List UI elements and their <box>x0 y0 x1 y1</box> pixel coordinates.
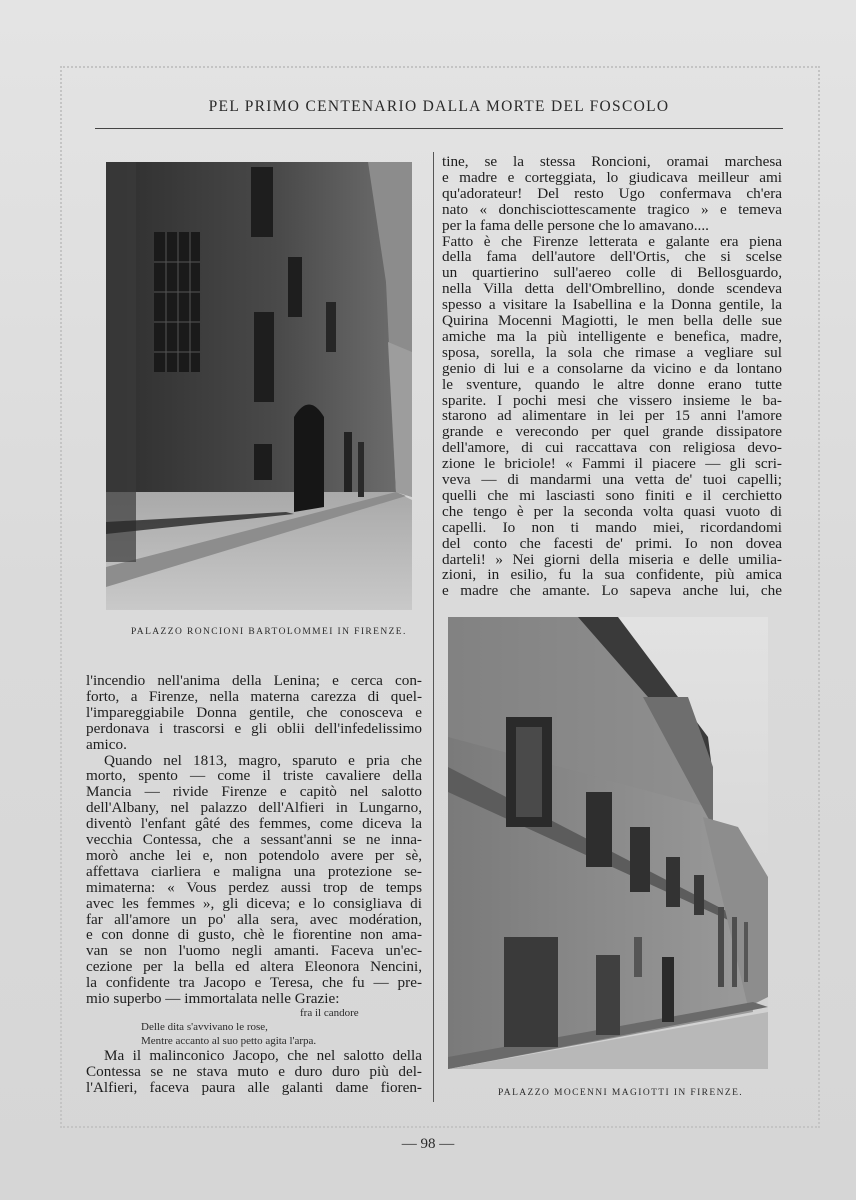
text-line: le sventure, quando le altre donne erano tutte <box>442 375 782 393</box>
text-line: spesso a visitare la Isabellina e la Donna gentile, la <box>442 296 782 314</box>
text-line: mimaterna: « Vous perdez aussi trop de temps <box>86 878 422 896</box>
text-line: e madre che amante. Lo sapeva anche lui, che <box>442 582 782 600</box>
text-line: tine, se la stessa Roncioni, oramai marchesa <box>442 153 782 170</box>
text-line: veva — di mandarmi una vetta de' tuoi capelli; <box>442 471 782 488</box>
text-line: che tengo è per la seconda volta quasi vuoto di <box>442 502 782 520</box>
column-divider <box>433 152 434 1102</box>
text-line: l'Alfieri, faceva paura alle galanti dame fioren- <box>86 1078 422 1096</box>
caption-palazzo-roncioni: PALAZZO RONCIONI BARTOLOMMEI IN FIRENZE. <box>131 627 407 637</box>
text-line: amiche ma la più intelligente e benefica, madre, <box>442 327 782 345</box>
text-line: e con donne di gusto, chè le fiorentine non ama- <box>86 926 422 944</box>
running-header: PEL PRIMO CENTENARIO DALLA MORTE DEL FOSCOLO <box>208 98 670 115</box>
text-line: cezione per la bella ed altera Eleonora Nencini, <box>86 958 422 976</box>
text-line: e madre e corteggiata, lo giudicava meilleur ami <box>442 168 782 186</box>
text-line: Quando nel 1813, magro, sparuto e pria che <box>104 751 422 769</box>
text-line: Contessa se ne stava muto e duro duro più del- <box>86 1062 422 1080</box>
text-line: darteli! » Nei giorni della miseria e delle umilia- <box>442 550 782 568</box>
caption-palazzo-mocenni-magiotti: PALAZZO MOCENNI MAGIOTTI IN FIRENZE. <box>498 1088 744 1098</box>
text-line: amico. <box>86 735 127 753</box>
text-line: diventò l'enfant gâté des femmes, come diceva la <box>86 815 422 833</box>
text-line: per la fama delle persone che lo amavano.... <box>442 216 709 234</box>
text-line: nato « donchisciottescamente tragico » e temeva <box>442 200 782 218</box>
text-line: sparite. I pochi mesi che vissero insieme le ba- <box>442 391 782 409</box>
page-number: — 98 — <box>401 1136 455 1152</box>
text-line: far all'amore un po' alla sera, avec modération, <box>86 910 422 928</box>
text-line: capelli. Io non ti mando miei, ricordandomi <box>442 518 782 536</box>
text-line: quelli che mi lasciasti sono finiti e il cerchietto <box>442 486 782 504</box>
text-line: l'incendio nell'anima della Lenina; e cerca con- <box>86 672 422 689</box>
text-line: sposa, sorella, la sola che rimase a vegliare sul <box>442 343 782 361</box>
text-line: Quirina Mocenni Magiotti, le men bella delle sue <box>442 312 782 329</box>
text-line: dell'Albany, nel palazzo dell'Alfieri in Lungarno, <box>86 799 422 817</box>
text-line: Mancia — rivide Firenze e capitò nel salotto <box>86 783 422 801</box>
text-line: la confidente tra Jacopo e Teresa, che fu — pre- <box>86 974 422 992</box>
text-line: mio superbo — immortalata nelle Grazie: <box>86 990 340 1007</box>
text-line: morto, spento — come il triste cavaliere della <box>86 767 422 785</box>
text-line: avec les femmes », gli diceva; e lo consigliava di <box>86 894 422 912</box>
text-line: grande e verecondo per quel grande dissipatore <box>442 423 782 441</box>
text-line: nella Villa detta dell'Ombrellino, donde scendeva <box>442 280 782 298</box>
text-line: vecchia Contessa, che a sessant'anni se ne inna- <box>86 831 422 848</box>
text-line: van se non l'uomo negli amanti. Faceva un'ec- <box>86 942 422 960</box>
verse-line: Mentre accanto al suo petto agita l'arpa. <box>141 1035 317 1047</box>
text-line: forto, a Firenze, nella materna carezza di quel- <box>86 687 422 705</box>
text-line: genio di lui e a consolarne da vicino e da lontano <box>442 359 782 377</box>
text-line: del conto che facesti de' primi. Io non dovea <box>442 534 782 552</box>
text-line: della fama dell'autore dell'Ortis, che si scelse <box>442 248 782 266</box>
photo-palazzo-mocenni-magiotti <box>448 617 768 1069</box>
text-line: Ma il malinconico Jacopo, che nel salotto della <box>104 1047 422 1064</box>
photo-palazzo-roncioni <box>106 162 412 610</box>
text-line: Fatto è che Firenze letterata e galante era piena <box>442 232 782 250</box>
header-rule <box>95 128 783 129</box>
verse-line: Delle dita s'avvivano le rose, <box>141 1021 268 1033</box>
text-line: zione le briciole! « Fammi il piacere — gli scri- <box>442 455 782 473</box>
text-line: dell'amore, di cui raccattava con religiosa devo- <box>442 439 782 457</box>
verse-line: fra il candore <box>300 1007 359 1019</box>
text-line: zioni, in esilio, fu la sua confidente, più amica <box>442 566 782 584</box>
text-line: l'impareggiabile Donna gentile, che conosceva e <box>86 703 422 721</box>
text-line: affettava ciarliera e maligna una protezione se- <box>86 862 422 880</box>
text-line: morò anche lei e, non potendolo avere per sè, <box>86 846 422 864</box>
text-line: qu'adorateur! Del resto Ugo confermava ch'era <box>442 184 782 202</box>
text-line: un quartierino sull'aereo colle di Bellosguardo, <box>442 264 782 282</box>
text-line: perdonava i trascorsi e gli oblii dell'infedelissimo <box>86 719 422 737</box>
text-line: starono ad alimentare in lei per 15 anni l'amore <box>442 407 782 425</box>
